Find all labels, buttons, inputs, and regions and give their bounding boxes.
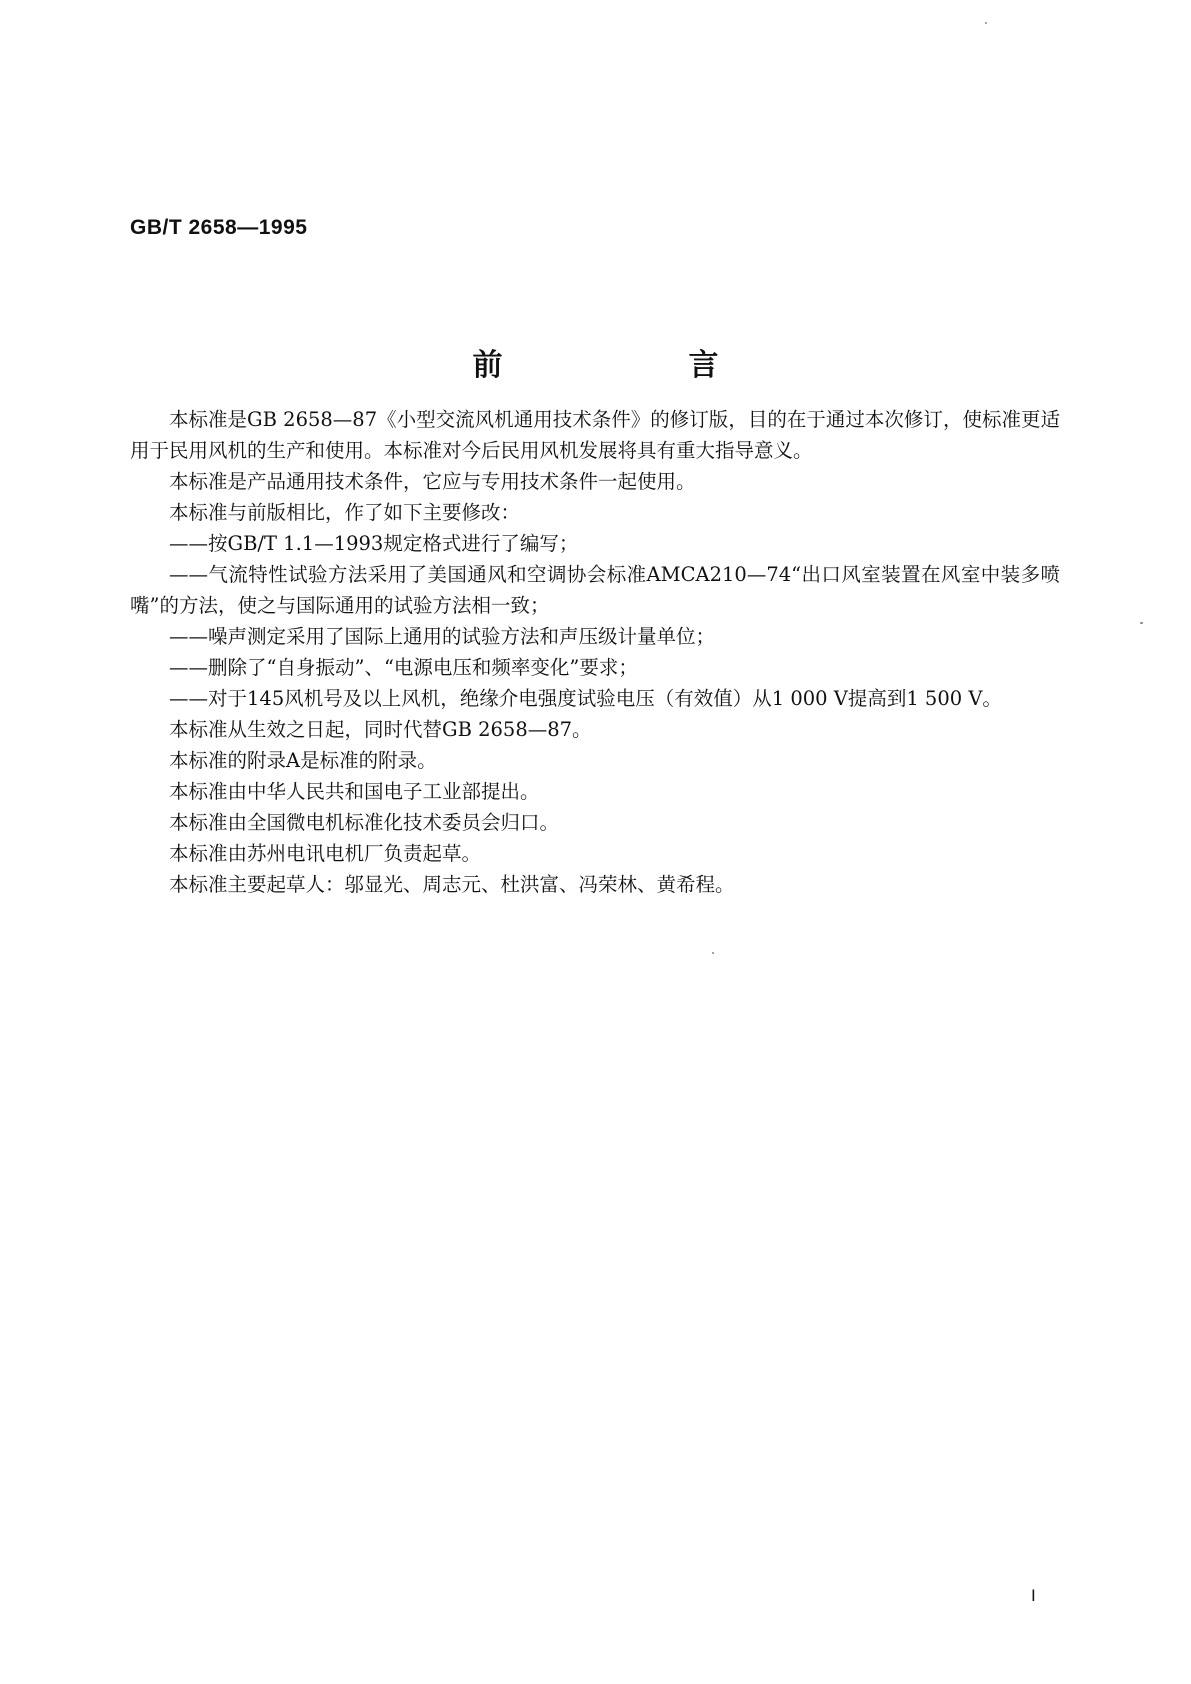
scan-speck [1140, 622, 1143, 624]
list-item: ——气流特性试验方法采用了美国通风和空调协会标准AMCA210—74“出口风室装置在风室中装多喷嘴”的方法，使之与国际通用的试验方法相一致； [130, 563, 1060, 617]
paragraph: 本标准由中华人民共和国电子工业部提出。 [169, 780, 540, 803]
paragraph: 本标准是GB 2658—87《小型交流风机通用技术条件》的修订版，目的在于通过本次修订，使标准更适用于民用风机的生产和使用。本标准对今后民用风机发展将具有重大指导意义。 [130, 408, 1060, 462]
page-number: I [1031, 1586, 1036, 1605]
list-item: ——按GB/T 1.1—1993规定格式进行了编写； [169, 532, 579, 555]
list-item: ——对于145风机号及以上风机，绝缘介电强度试验电压（有效值）从1 000 V提高到1 500 V。 [169, 687, 1002, 710]
scan-speck [712, 952, 714, 954]
list-item: ——删除了“自身振动”、“电源电压和频率变化”要求； [169, 656, 638, 679]
paragraph: 本标准与前版相比，作了如下主要修改： [169, 501, 521, 524]
document-body [130, 404, 1060, 900]
paragraph: 本标准由苏州电讯电机厂负责起草。 [169, 842, 482, 865]
paragraph: 本标准的附录A是标准的附录。 [169, 749, 437, 772]
document-code: GB/T 2658—1995 [130, 216, 308, 239]
paragraph: 本标准主要起草人：邬显光、周志元、杜洪富、冯荣林、黄希程。 [169, 873, 735, 896]
paragraph: 本标准由全国微电机标准化技术委员会归口。 [169, 811, 560, 834]
list-item: ——噪声测定采用了国际上通用的试验方法和声压级计量单位； [169, 625, 716, 648]
paragraph: 本标准是产品通用技术条件，它应与专用技术条件一起使用。 [169, 470, 696, 493]
paragraph: 本标准从生效之日起，同时代替GB 2658—87。 [169, 718, 592, 741]
scan-speck [985, 22, 987, 24]
page-title: 前 言 [472, 348, 797, 383]
